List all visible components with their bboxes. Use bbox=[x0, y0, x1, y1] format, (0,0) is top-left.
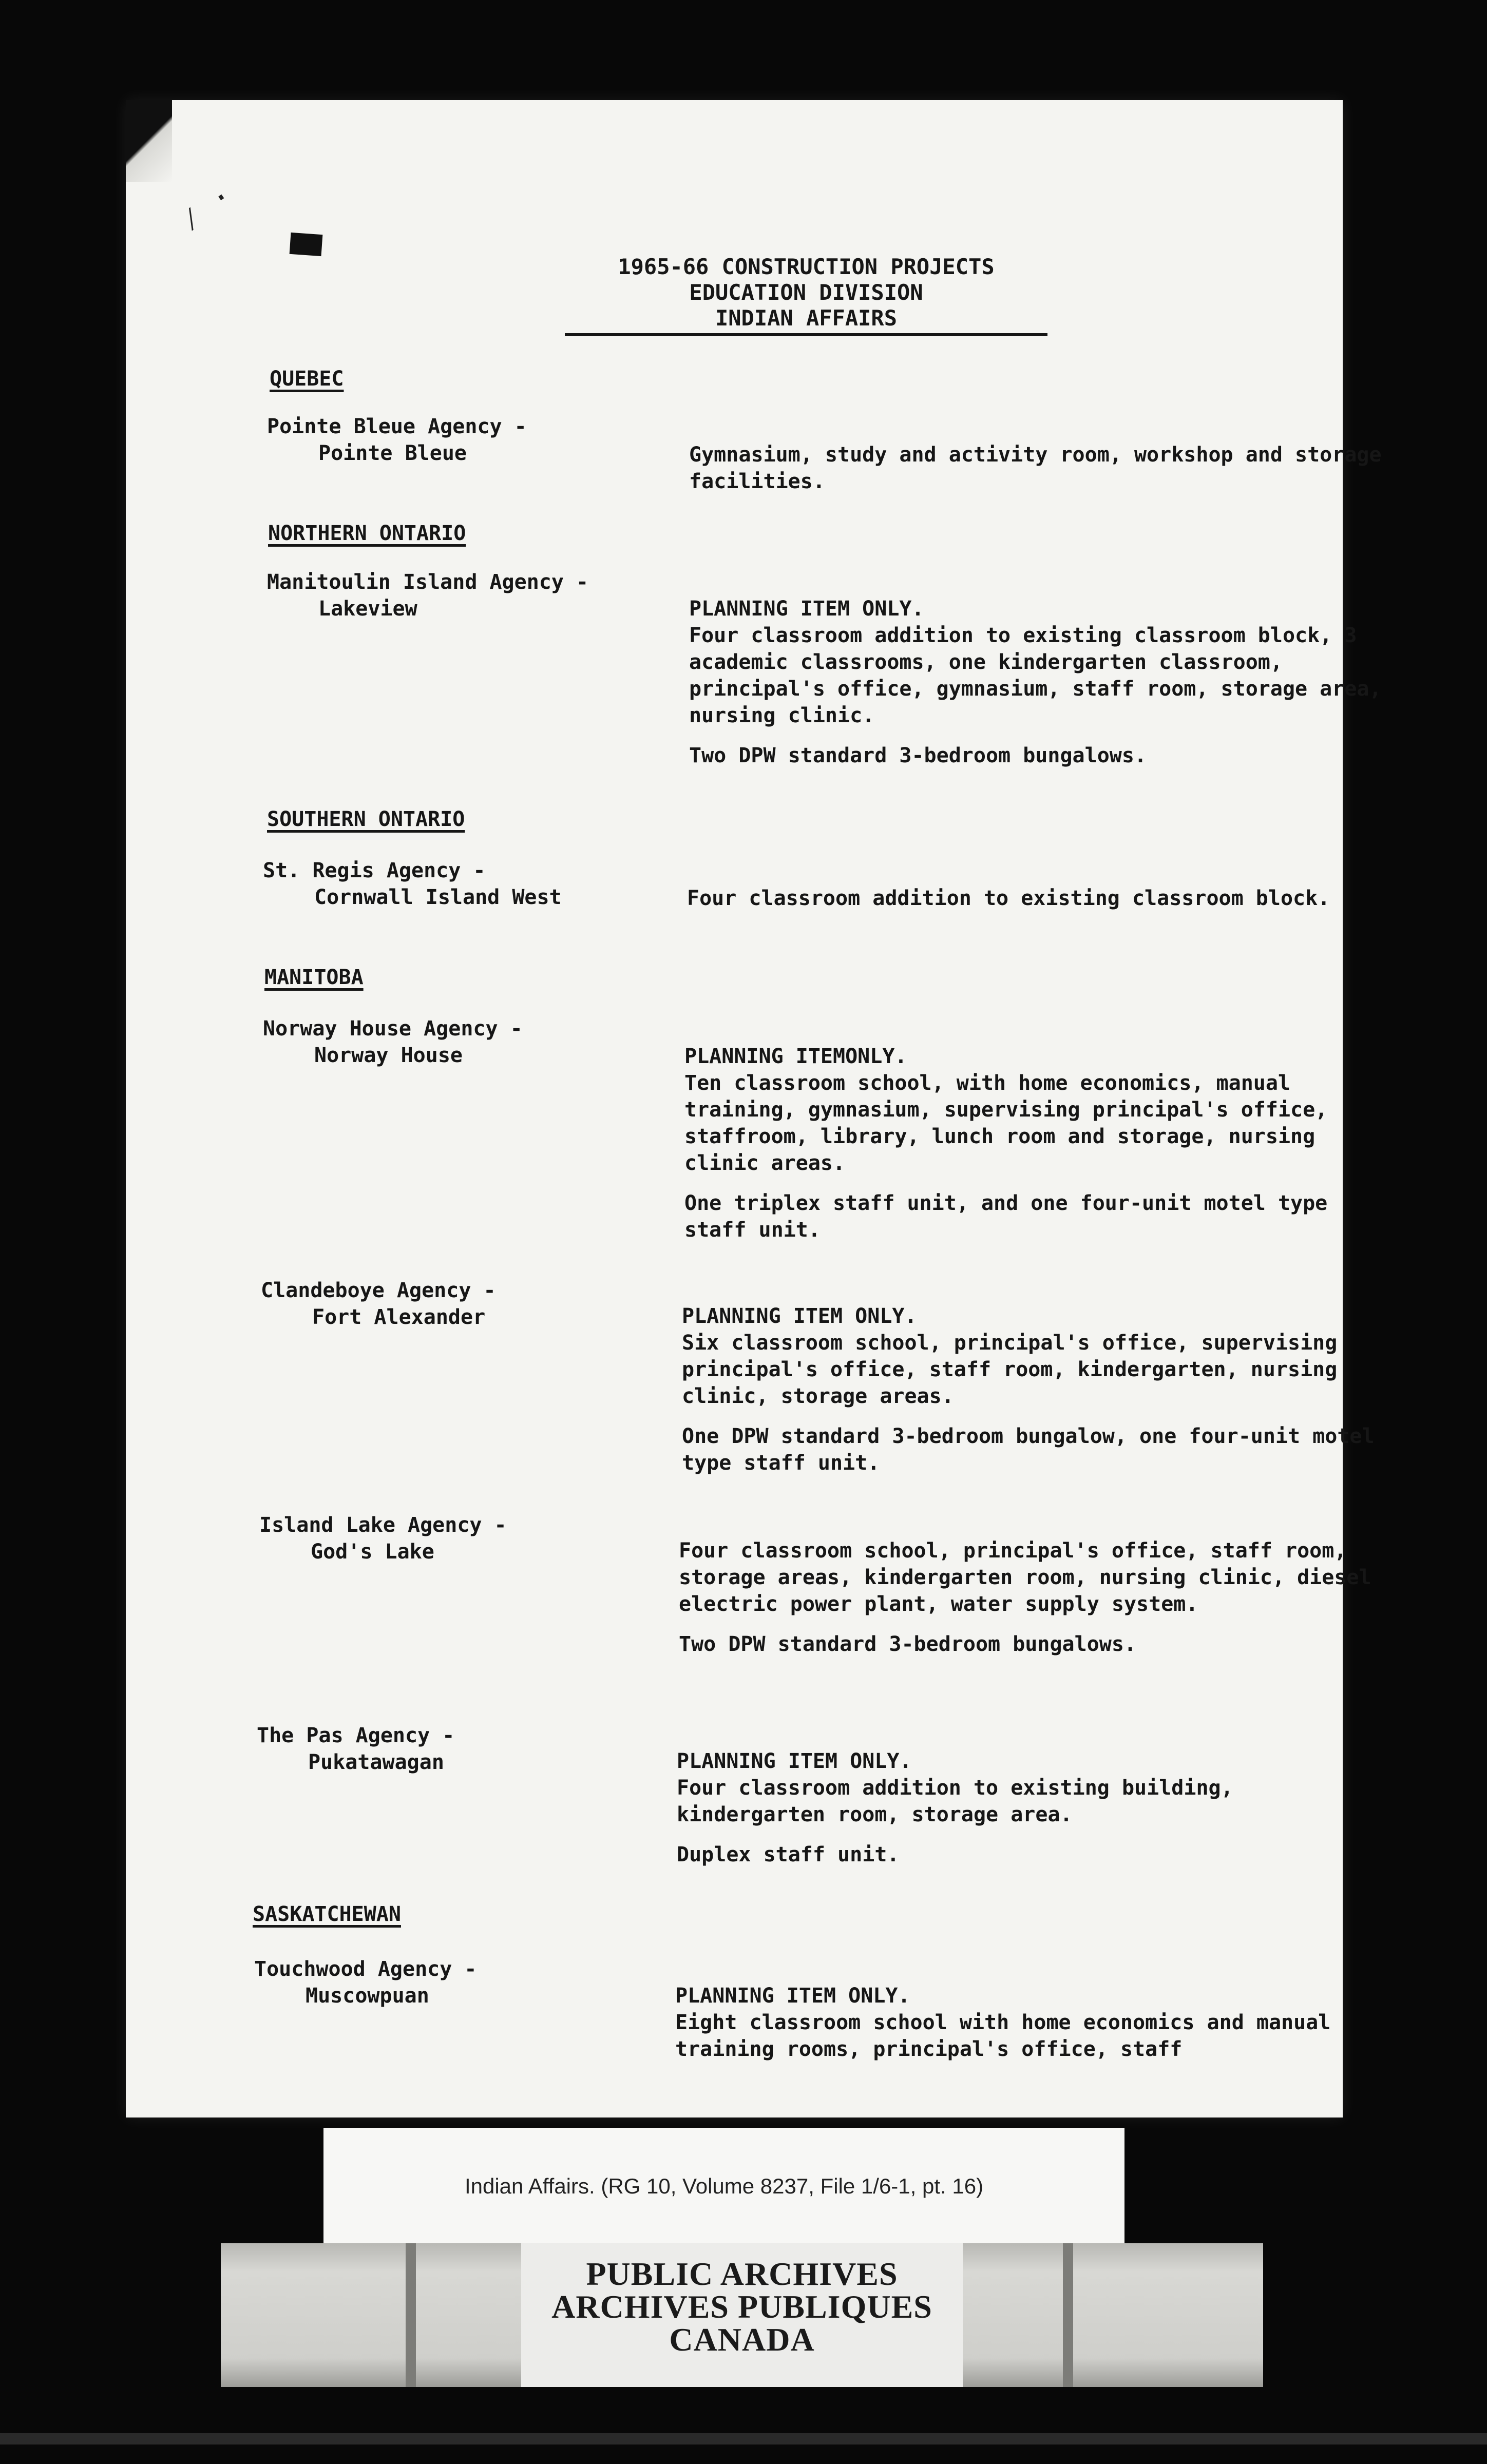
public-archives-stamp bbox=[221, 2243, 1263, 2387]
agency-place: Norway House bbox=[314, 1044, 463, 1067]
stamp-text bbox=[521, 2258, 963, 2356]
pencil-scribble: ⁄ · bbox=[173, 178, 240, 239]
project-text: Four classroom addition to existing building, kindergarten room, storage area. bbox=[677, 1776, 1233, 1826]
ink-mark bbox=[290, 233, 323, 256]
agency-place: Muscowpuan bbox=[306, 1984, 429, 2008]
agency-clandeboye bbox=[261, 1277, 651, 1331]
project-text-2: Two DPW standard 3-bedroom bungalows. bbox=[679, 1632, 1137, 1656]
document-title bbox=[585, 254, 1027, 336]
heading-manitoba: MANITOBA bbox=[264, 966, 364, 989]
agency-place: Fort Alexander bbox=[312, 1305, 486, 1329]
agency-place: Lakeview bbox=[318, 597, 417, 621]
project-desc-manitoulin bbox=[689, 595, 1387, 769]
archive-reference: Indian Affairs. (RG 10, Volume 8237, File 1/6-1, pt. 16) bbox=[464, 2174, 984, 2198]
planning-note: PLANNING ITEMONLY. bbox=[684, 1045, 907, 1068]
project-text: Ten classroom school, with home economics, manual training, gymnasium, supervising principal's office, staffroom, library, lunch room and storage, nursing clinic areas. bbox=[684, 1071, 1328, 1175]
agency-place: God's Lake bbox=[311, 1540, 434, 1564]
project-desc-the-pas bbox=[677, 1748, 1375, 1868]
agency-the-pas bbox=[257, 1722, 647, 1776]
agency-name: Manitoulin Island Agency - bbox=[267, 570, 589, 594]
planning-note: PLANNING ITEM ONLY. bbox=[675, 1984, 910, 2008]
project-text: Four classroom school, principal's office, staff room, storage areas, kindergarten room, nursing clinic, diesel electric power plant, water supply system. bbox=[679, 1539, 1371, 1616]
project-text-2: One DPW standard 3-bedroom bungalow, one four-unit motel type staff unit. bbox=[682, 1424, 1375, 1475]
project-desc-island-lake bbox=[679, 1537, 1377, 1658]
agency-name: St. Regis Agency - bbox=[263, 859, 486, 882]
heading-southern-ontario: SOUTHERN ONTARIO bbox=[267, 807, 465, 831]
title-line-2: EDUCATION DIVISION bbox=[689, 280, 923, 305]
agency-touchwood bbox=[254, 1956, 644, 2009]
stamp-line-1: PUBLIC ARCHIVES bbox=[586, 2256, 898, 2292]
project-text: Four classroom addition to existing classroom block, 3 academic classrooms, one kindergarten classroom, principal's office, gymnasium, staff room, storage area, nursing clinic. bbox=[689, 624, 1382, 727]
planning-note: PLANNING ITEM ONLY. bbox=[677, 1749, 912, 1773]
agency-name: Island Lake Agency - bbox=[259, 1513, 507, 1537]
project-desc-pointe-bleue: Gymnasium, study and activity room, workshop and storage facilities. bbox=[689, 443, 1382, 493]
agency-name: The Pas Agency - bbox=[257, 1724, 455, 1747]
stamp-clip-left bbox=[406, 2243, 416, 2387]
planning-note: PLANNING ITEM ONLY. bbox=[689, 597, 924, 621]
agency-place: Pukatawagan bbox=[308, 1750, 444, 1774]
stamp-line-2: ARCHIVES PUBLIQUES bbox=[551, 2288, 932, 2325]
agency-name: Pointe Bleue Agency - bbox=[267, 415, 527, 438]
agency-name: Clandeboye Agency - bbox=[261, 1279, 496, 1302]
agency-name: Norway House Agency - bbox=[263, 1017, 523, 1041]
project-text: Eight classroom school with home economics and manual training rooms, principal's office, staff bbox=[675, 2011, 1331, 2061]
project-desc-norway-house bbox=[684, 1043, 1383, 1243]
title-line-3: INDIAN AFFAIRS bbox=[715, 305, 897, 331]
agency-manitoulin bbox=[267, 569, 657, 622]
film-edge bbox=[0, 2433, 1487, 2444]
agency-name: Touchwood Agency - bbox=[254, 1957, 477, 1981]
agency-place: Cornwall Island West bbox=[314, 886, 562, 909]
page-corner-fold bbox=[126, 100, 172, 182]
project-desc-clandeboye bbox=[682, 1303, 1380, 1476]
heading-saskatchewan: SASKATCHEWAN bbox=[253, 1902, 401, 1926]
agency-norway-house bbox=[263, 1015, 653, 1069]
project-text-2: Two DPW standard 3-bedroom bungalows. bbox=[689, 744, 1147, 767]
project-text-2: Duplex staff unit. bbox=[677, 1843, 900, 1866]
planning-note: PLANNING ITEM ONLY. bbox=[682, 1304, 917, 1328]
agency-place: Pointe Bleue bbox=[318, 441, 467, 465]
title-line-1: 1965-66 CONSTRUCTION PROJECTS bbox=[618, 254, 995, 279]
heading-northern-ontario: NORTHERN ONTARIO bbox=[268, 522, 466, 545]
agency-island-lake bbox=[259, 1512, 650, 1565]
heading-quebec: QUEBEC bbox=[270, 367, 344, 391]
title-underline bbox=[565, 333, 1047, 336]
project-text: Six classroom school, principal's office, supervising principal's office, staff room, kindergarten, nursing clinic, storage areas. bbox=[682, 1331, 1338, 1408]
project-text-2: One triplex staff unit, and one four-unit motel type staff unit. bbox=[684, 1191, 1328, 1242]
project-desc-st-regis: Four classroom addition to existing classroom block. bbox=[687, 887, 1330, 910]
project-desc-touchwood bbox=[675, 1982, 1374, 2063]
stamp-clip-right bbox=[1063, 2243, 1073, 2387]
agency-pointe-bleue bbox=[267, 413, 657, 467]
stamp-line-3: CANADA bbox=[669, 2321, 815, 2358]
agency-st-regis bbox=[263, 857, 653, 911]
